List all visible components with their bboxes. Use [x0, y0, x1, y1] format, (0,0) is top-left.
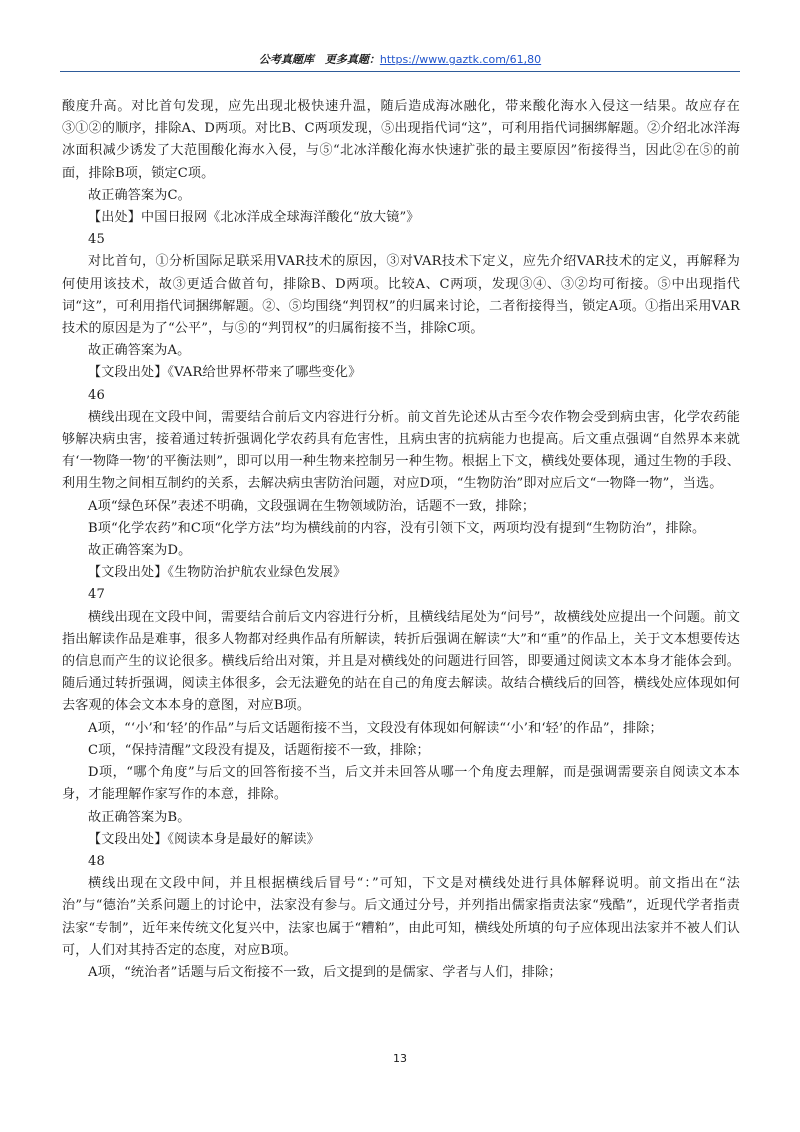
- paragraph: 酸度升高。对比首句发现，应先出现北极快速升温，随后造成海冰融化，带来酸化海水入侵这一结果。故应存在③①②的顺序，排除A、D两项。对比B、C两项发现，⑤出现指代词“这”，可利用指代词捆绑解题。②介绍北冰洋海冰面积减少诱发了大范围酸化海水入侵，与⑤“北冰洋酸化海水快速扩张的最主要原因”衔接得当，因此②在⑤的前面，排除B项，锁定C项。: [62, 99, 740, 181]
- source-line: 【文段出处】《生物防治护航农业绿色发展》: [88, 565, 347, 581]
- paragraph: 对比首句，①分析国际足联采用VAR技术的原因，③对VAR技术下定义，应先介绍VAR技术的定义，再解释为何使用该技术，故③更适合做首句，排除B、D两项。比较A、C两项，发现③④、③②均可衔接。⑤中出现指代词“这”，可利用指代词捆绑解题。②、⑤均围绕“判罚权”的归属来讨论，二者衔接得当，锁定A项。①指出采用VAR技术的原因是为了“公平”，与⑤的“判罚权”的归属衔接不当，排除C项。: [62, 254, 740, 337]
- paragraph: 横线出现在文段中间，需要结合前后文内容进行分析，且横线结尾处为“问号”，故横线处应提出一个问题。前文指出解读作品是难事，很多人物都对经典作品有所解读，转折后强调在解读“大”和“重”的作品上，关于文本想要传达的信息而产生的议论很多。横线后给出对策，并且是对横线处的问题进行回答，即要通过阅读文本本身才能体会到。随后通过转折强调，阅读主体很多，会无法避免的站在自己的角度去解读。故结合横线后的回答，横线处应体现如何去客观的体会文本本身的意图，对应B项。: [62, 609, 740, 714]
- answer-line: 故正确答案为B。: [88, 809, 191, 825]
- header-link[interactable]: https://www.gaztk.com/61,80: [379, 53, 542, 66]
- source-line: 【出处】中国日报网《北冰洋成全球海洋酸化“放大镜”》: [88, 210, 420, 226]
- option-analysis: B项“化学农药”和C项“化学方法”均为横线前的内容，没有引领下文，两项均没有提到“生物防治”，排除。: [88, 520, 706, 536]
- option-analysis: A项“绿色环保”表述不明确，文段强调在生物领域防治，话题不一致，排除；: [88, 498, 536, 514]
- page-header: [60, 52, 740, 68]
- paragraph: 横线出现在文段中间，并且根据横线后冒号“：”可知，下文是对横线处进行具体解释说明。前文指出在“法治”与“德治”关系问题上的讨论中，法家没有参与。后文通过分号，并列指出儒家指责法家“残酷”，近现代学者指责法家“专制”，近年来传统文化复兴中，法家也属于“糟粕”，由此可知，横线处所填的句子应体现出法家并不被人们认可，人们对其持否定的态度，对应B项。: [62, 876, 740, 958]
- source-line: 【文段出处】《VAR给世界杯带来了哪些变化》: [88, 365, 362, 381]
- option-analysis: D项，“哪个角度”与后文的回答衔接不当，后文并未回答从哪一个角度去理解，而是强调需要亲自阅读文本本身，才能理解作家写作的本意，排除。: [62, 765, 740, 803]
- option-analysis: C项，“保持清醒”文段没有提及，话题衔接不一致，排除；: [88, 742, 430, 758]
- answer-line: 故正确答案为A。: [88, 343, 191, 359]
- page-number: 13: [393, 1052, 407, 1065]
- header-divider: [60, 71, 740, 72]
- header-label: 公考真题库 更多真题：: [258, 53, 380, 66]
- document-body: [62, 96, 740, 984]
- question-number: 45: [88, 232, 105, 248]
- option-analysis: A项，“统治者”话题与后文衔接不一致，后文提到的是儒家、学者与人们，排除；: [88, 964, 562, 980]
- paragraph: 横线出现在文段中间，需要结合前后文内容进行分析。前文首先论述从古至今农作物会受到病虫害，化学农药能够解决病虫害，接着通过转折强调化学农药具有危害性，且病虫害的抗病能力也提高。后文重点强调“自然界本来就有‘一物降一物’的平衡法则”，即可以用一种生物来控制另一种生物。根据上下文，横线处要体现，通过生物的手段、利用生物之间相互制约的关系，去解决病虫害防治问题，对应D项，“生物防治”即对应后文“一物降一物”，当选。: [62, 409, 740, 492]
- source-line: 【文段出处】《阅读本身是最好的解读》: [88, 831, 320, 847]
- question-number: 48: [88, 853, 105, 869]
- question-number: 47: [88, 587, 105, 603]
- answer-line: 故正确答案为C。: [88, 187, 191, 203]
- answer-line: 故正确答案为D。: [88, 543, 192, 559]
- option-analysis: A项，“‘小’和‘轻’的作品”与后文话题衔接不当，文段没有体现如何解读“‘小’和‘轻’的作品”，排除；: [88, 720, 663, 736]
- question-number: 46: [88, 387, 105, 403]
